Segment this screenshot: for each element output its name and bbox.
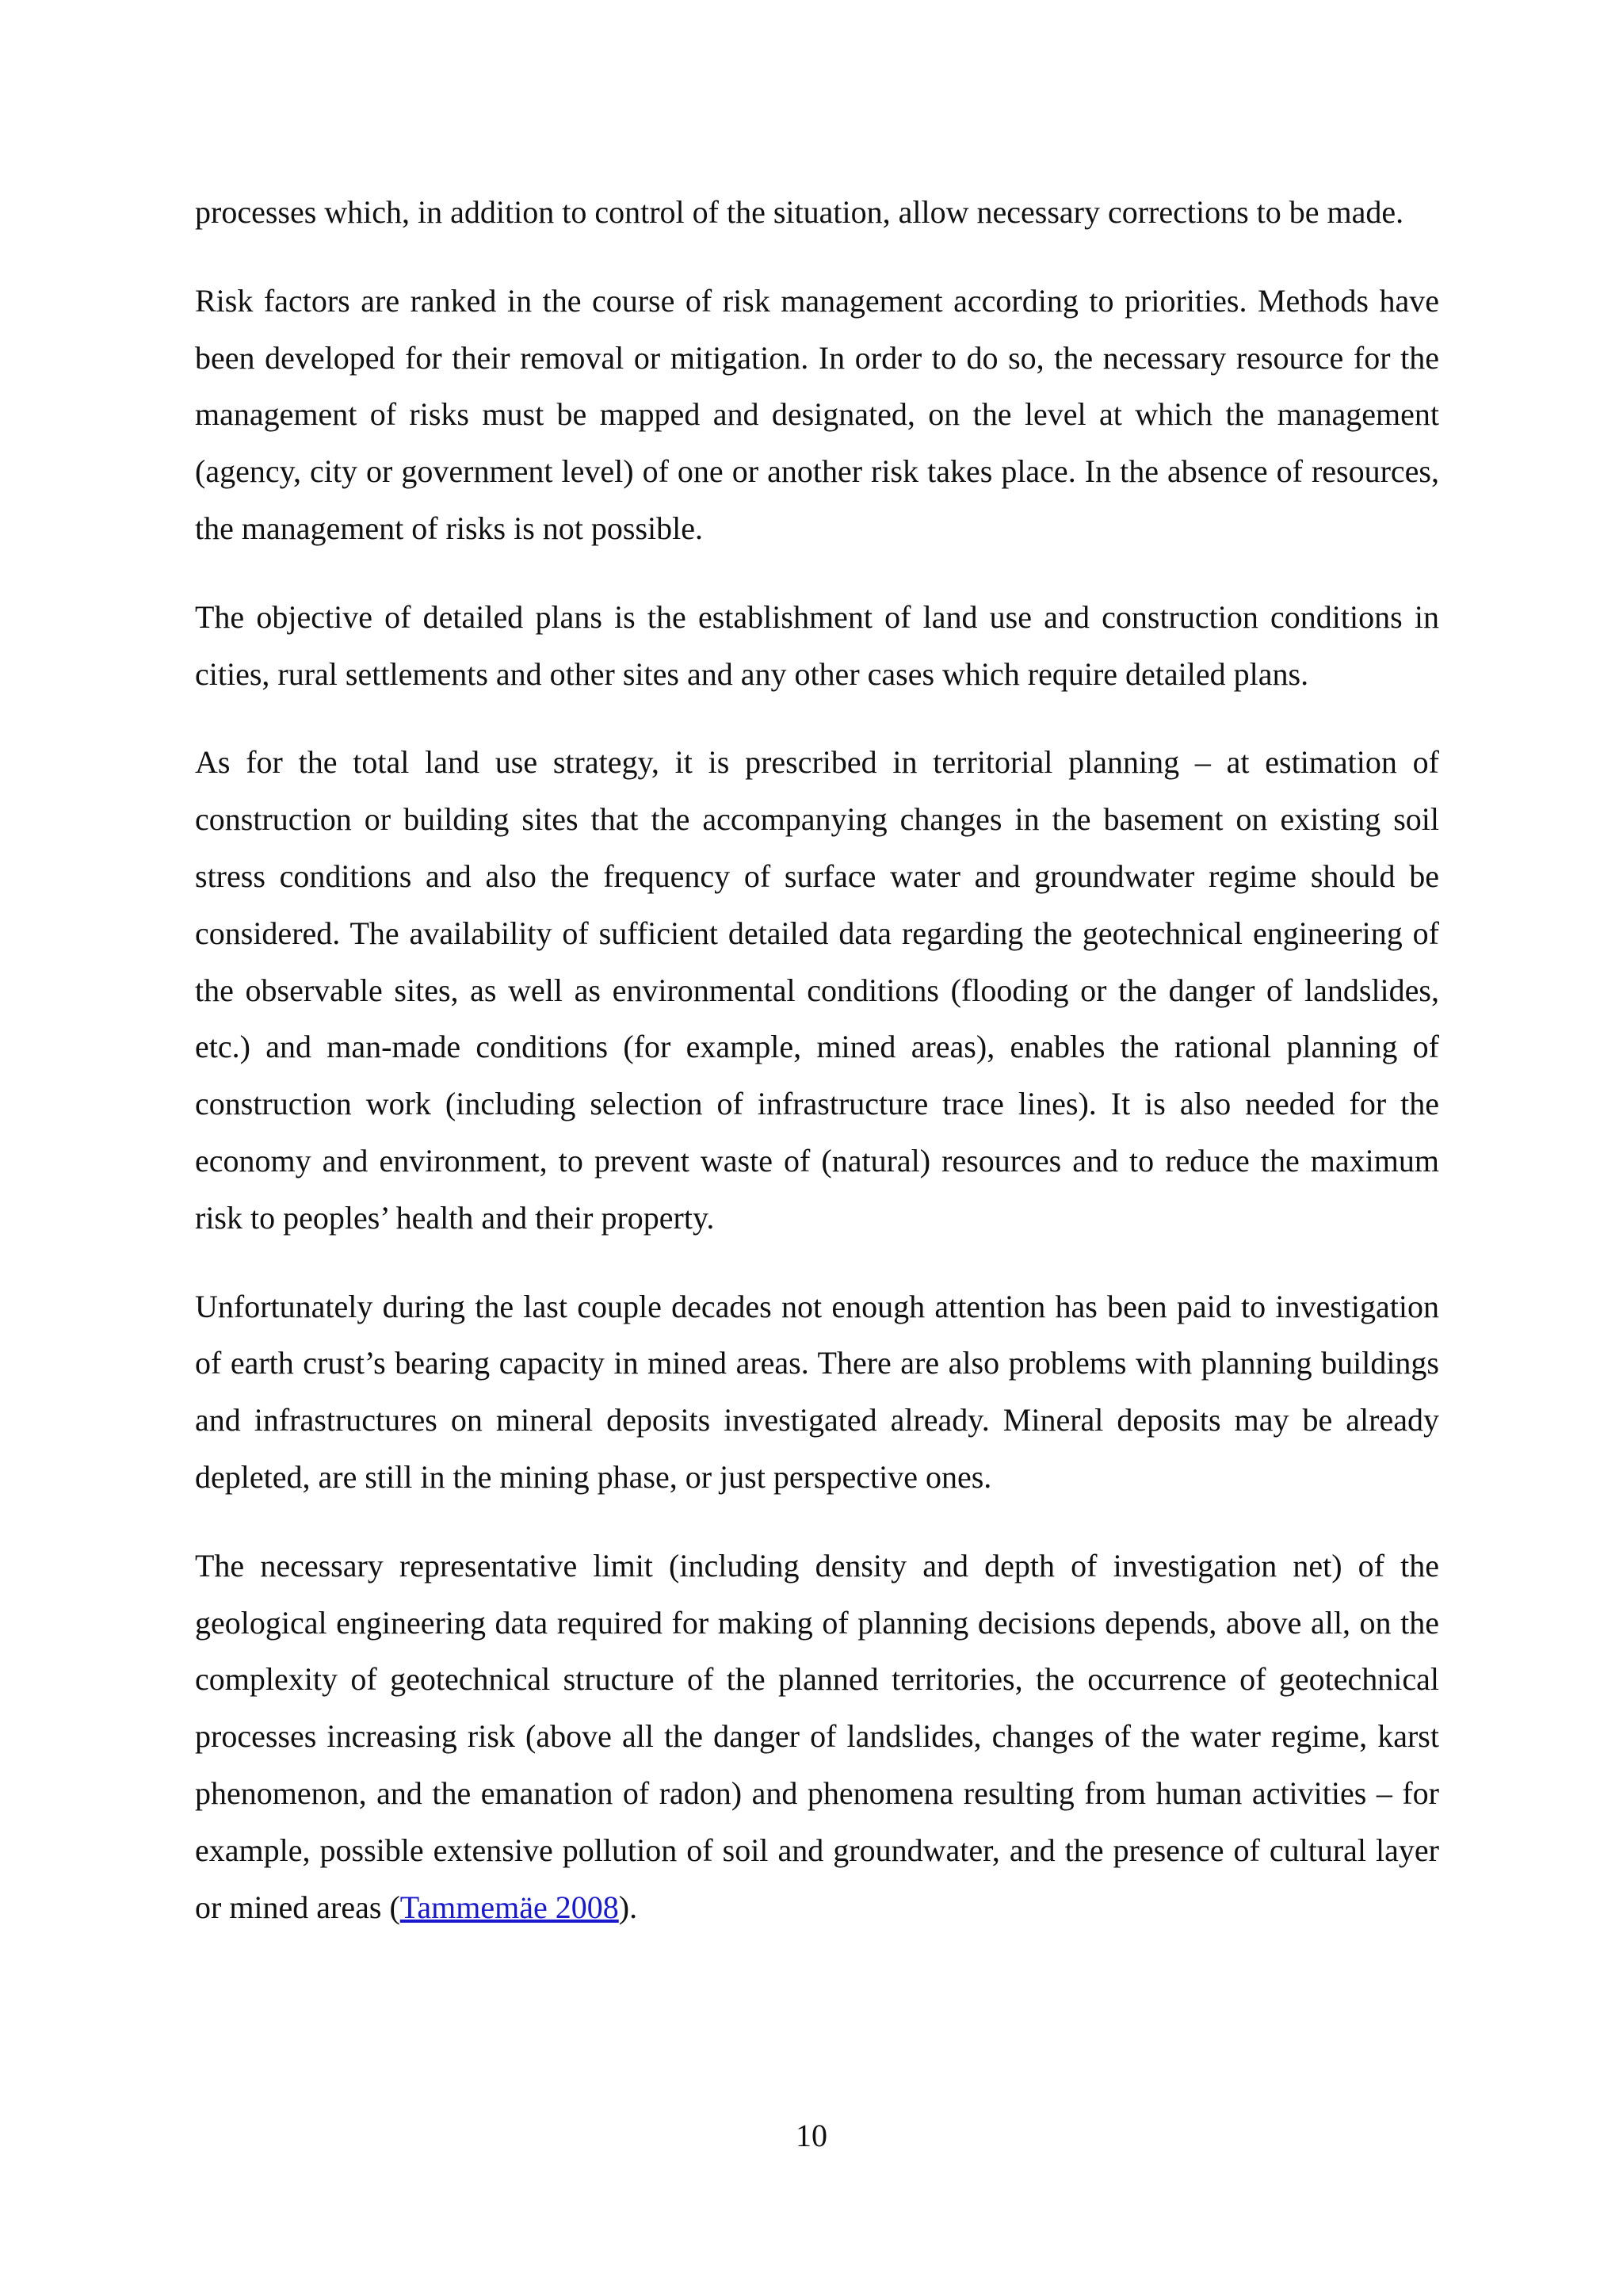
paragraph-mined-areas: Unfortunately during the last couple decades not enough attention has been paid to investigation of earth crust’s bearing capacity in mined areas. There are also problems with planning buildings and infrastructures on mineral deposits investigated already. Mineral deposits may be already depleted, are still in the mining phase, or just perspective ones. (195, 1288, 1439, 1495)
page-number: 10 (796, 2118, 827, 2153)
paragraph-land-use-strategy: As for the total land use strategy, it is prescribed in territorial planning – at estimation of construction or building sites that the accompanying changes in the basement on existing soil stress conditions and also the frequency of surface water and groundwater regime should be considered. The availability of sufficient detailed data regarding the geotechnical engineering of the observable sites, as well as environmental conditions (flooding or the danger of landslides, etc.) and man-made conditions (for example, mined areas), enables the rational planning of construction work (including selection of infrastructure trace lines). It is also needed for the economy and environment, to prevent waste of (natural) resources and to reduce the maximum risk to peoples’ health and their property. (195, 744, 1439, 1236)
paragraph-corrections: processes which, in addition to control of the situation, allow necessary corrections to be made. (195, 194, 1404, 230)
body-text (195, 184, 1439, 1967)
paragraph-text-end: ). (618, 1889, 638, 1925)
citation-link[interactable]: Tammemäe 2008 (399, 1889, 619, 1925)
paragraph-detailed-plans: The objective of detailed plans is the establishment of land use and construction conditions in cities, rural settlements and other sites and any other cases which require detailed plans. (195, 598, 1439, 692)
paragraph-text: The necessary representative limit (including density and depth of investigation net) of the geological engineering data required for making of planning decisions depends, above all, on the complexity of geotechnical structure of the planned territories, the occurrence of geotechnical processes increasing risk (above all the danger of landslides, changes of the water regime, karst phenomenon, and the emanation of radon) and phenomena resulting from human activities – for example, possible extensive pollution of soil and groundwater, and the presence of cultural layer or mined areas ( (195, 1547, 1439, 1925)
paragraph-representative-limit (195, 1538, 1439, 1936)
paragraph-risk-factors: Risk factors are ranked in the course of risk management according to priorities. Methods have been developed for their removal or mitigation. In order to do so, the necessary resource for the management of risks must be mapped and designated, on the level at which the management (agency, city or government level) of one or another risk takes place. In the absence of resources, the management of risks is not possible. (195, 282, 1439, 546)
